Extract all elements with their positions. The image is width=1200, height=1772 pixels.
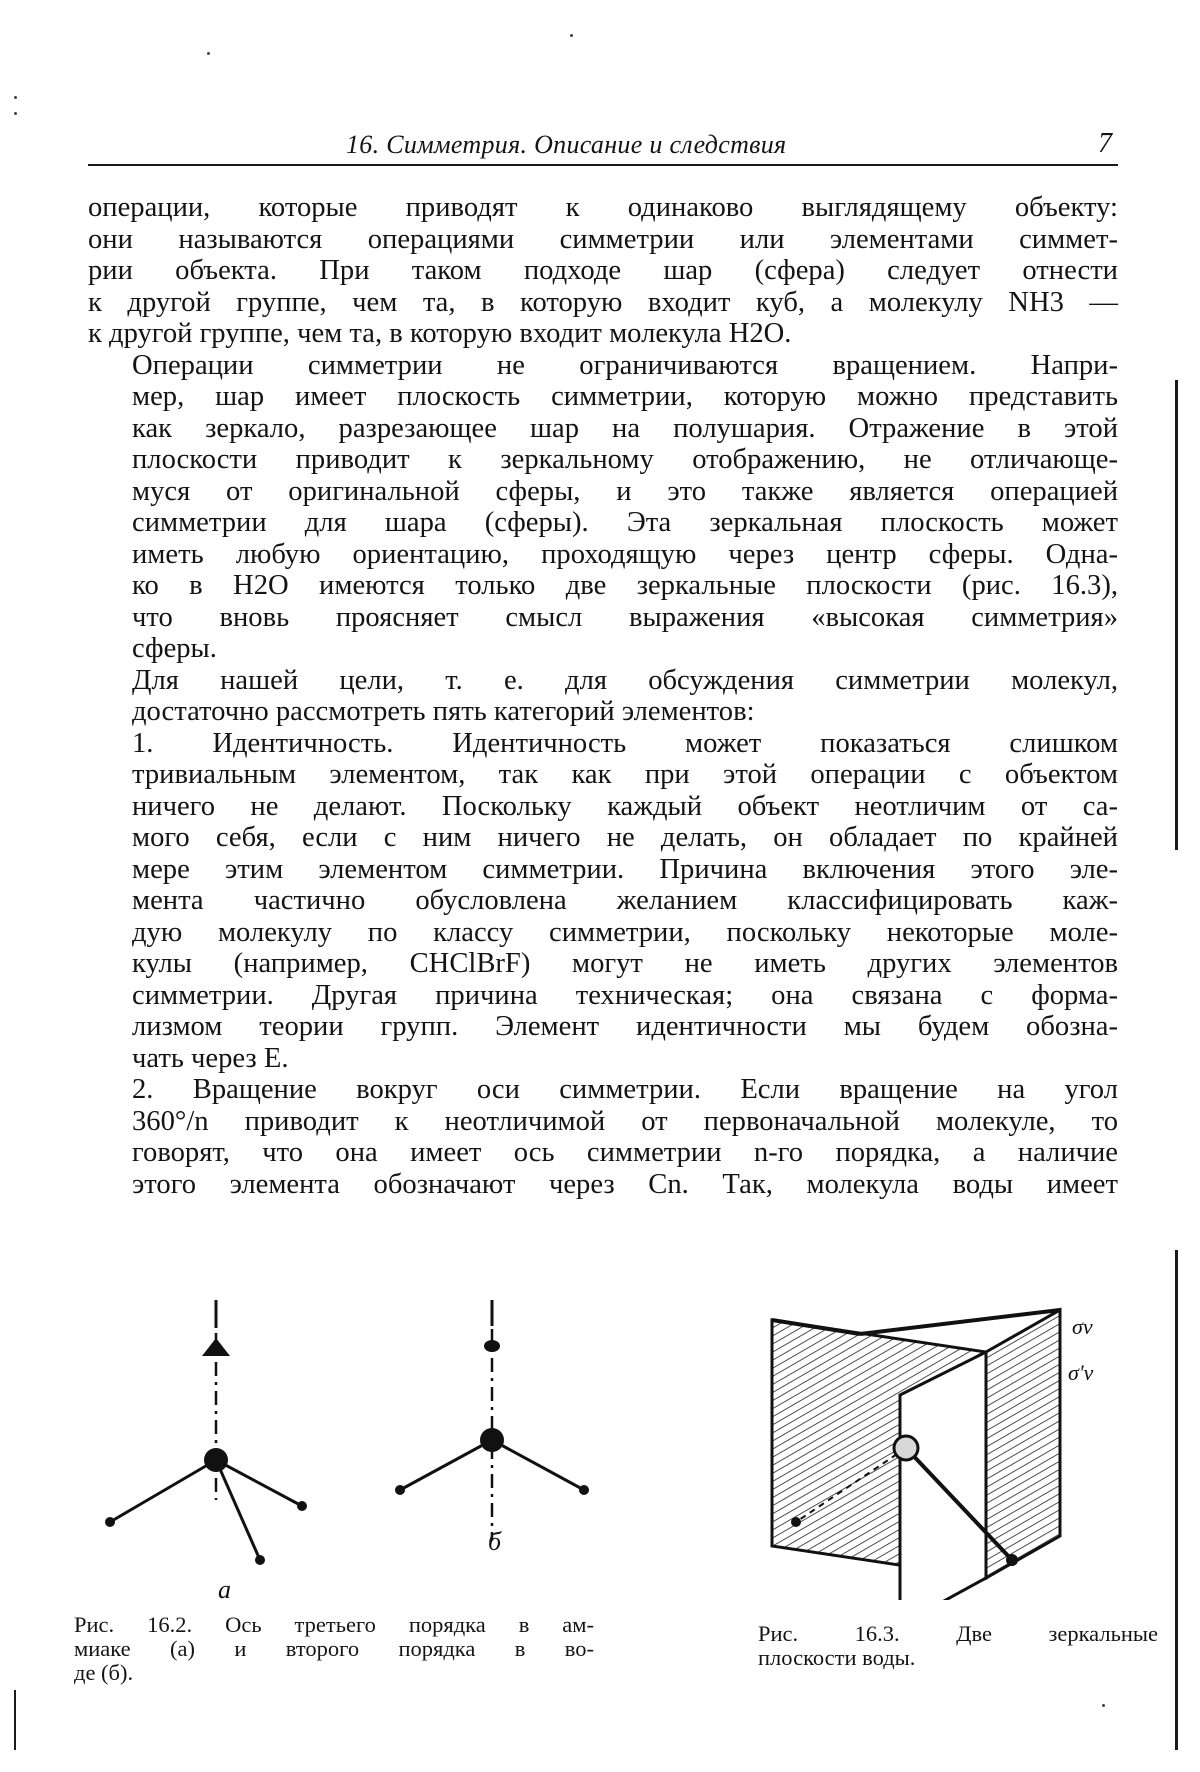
paragraph-identity [88, 728, 1118, 1075]
nh-bond [216, 1460, 302, 1506]
text-line: симметрии для шара (сферы). Эта зеркальная плоскость может [132, 507, 1118, 538]
text-line: иметь любую ориентацию, проходящую через центр сферы. Одна- [132, 538, 1118, 570]
oxygen-atom [894, 1436, 918, 1460]
oh-bond [492, 1440, 584, 1490]
text-line: 2. Вращение вокруг оси симметрии. Если вращение на угол [132, 1074, 1118, 1105]
figure-16-2-caption [74, 1613, 594, 1685]
text-line: к другой группе, чем та, в которую входит куб, а молекулу NH3 — [88, 286, 1118, 318]
scan-speck [570, 34, 573, 37]
page-header [88, 128, 1118, 166]
caption-line: Рис. 16.2. Ось третьего порядка в ам- [74, 1612, 594, 1637]
scan-speck [1102, 1704, 1105, 1707]
text-line: они называются операциями симметрии или элементами симмет- [88, 223, 1118, 255]
hydrogen-atom [395, 1485, 405, 1495]
label-sigma-v: σv [1072, 1314, 1093, 1339]
text-line: этого элемента обозначают через Cn. Так, молекула воды имеет [132, 1168, 1118, 1200]
text-line: мого себя, если с ним ничего не делать, он обладает по крайней [132, 822, 1118, 853]
caption-line: миаке (а) и второго порядка в во- [74, 1636, 594, 1661]
figure-16-2 [90, 1300, 610, 1600]
text-line: кулы (например, CHClBrF) могут не иметь других элементов [132, 948, 1118, 979]
label-a: а [218, 1575, 231, 1600]
text-line: к другой группе, чем та, в которую входит молекула H2O. [88, 318, 792, 349]
hydrogen-atom [1006, 1554, 1018, 1566]
text-line: 1. Идентичность. Идентичность может показаться слишком [132, 727, 1118, 759]
label-b: б [488, 1527, 502, 1556]
text-line: рии объекта. При таком подходе шар (сфера) следует отнести [88, 255, 1118, 286]
text-line: достаточно рассмотреть пять категорий элементов: [132, 696, 755, 727]
hydrogen-atom [255, 1555, 265, 1565]
scan-speck [14, 96, 17, 99]
c2-lens-marker [484, 1340, 500, 1352]
nh-bond [216, 1460, 260, 1560]
hydrogen-atom [297, 1501, 307, 1511]
text-line: ничего не делают. Поскольку каждый объект неотличим от са- [132, 790, 1118, 822]
ammonia-diagram [105, 1300, 307, 1565]
scan-margin-line [1175, 380, 1178, 850]
scan-speck [14, 112, 17, 115]
label-sigma-v-prime: σ'v [1068, 1360, 1094, 1385]
molecule-axes-diagram [90, 1300, 610, 1600]
text-line: мер, шар имеет плоскость симметрии, которую можно представить [132, 381, 1118, 412]
mirror-plane-sigma-v-back [986, 1310, 1060, 1578]
text-line: чать через E. [132, 1042, 289, 1074]
text-line: мента частично обусловлена желанием классифицировать каж- [132, 885, 1118, 916]
text-line: мере этим элементом симметрии. Причина включения этого эле- [132, 853, 1118, 885]
scan-margin-line [1175, 1250, 1178, 1750]
text-line: говорят, что она имеет ось симметрии n-го порядка, а наличие [132, 1137, 1118, 1168]
water-diagram [395, 1300, 589, 1540]
paragraph-2 [88, 350, 1118, 665]
text-line: Операции симметрии не ограничиваются вращением. Напри- [132, 349, 1118, 381]
text-line: что вновь проясняет смысл выражения «высокая симметрия» [132, 601, 1118, 633]
hydrogen-atom [579, 1485, 589, 1495]
scan-speck [207, 52, 210, 55]
text-line: лизмом теории групп. Элемент идентичности мы будем обозна- [132, 1011, 1118, 1042]
text-line: как зеркало, разрезающее шар на полушария. Отражение в этой [132, 412, 1118, 444]
text-line: сферы. [132, 633, 217, 664]
paragraph-3 [88, 665, 1118, 728]
mirror-plane-sigma-v-prime [900, 1352, 986, 1600]
page-number: 7 [1098, 128, 1112, 159]
main-text [88, 192, 1118, 1200]
mirror-planes-diagram [750, 1300, 1170, 1600]
caption-line: плоскости воды. [758, 1645, 916, 1670]
figure-16-3 [750, 1300, 1170, 1600]
figure-16-3-caption [758, 1622, 1158, 1670]
oh-bond [400, 1440, 492, 1490]
text-line: 360°/n приводит к неотличимой от первоначальной молекуле, то [132, 1105, 1118, 1137]
caption-line: Рис. 16.3. Две зеркальные [758, 1621, 1158, 1646]
text-line: тривиальным элементом, так как при этой операции с объектом [132, 759, 1118, 790]
text-line: дую молекулу по классу симметрии, поскольку некоторые моле- [132, 916, 1118, 948]
text-line: Для нашей цели, т. е. для обсуждения симметрии молекул, [132, 664, 1118, 696]
text-line: операции, которые приводят к одинаково выглядящему объекту: [88, 192, 1118, 223]
nh-bond [110, 1460, 216, 1522]
c3-triangle-marker [202, 1338, 230, 1356]
text-line: симметрии. Другая причина техническая; она связана с форма- [132, 979, 1118, 1011]
caption-line: де (б). [74, 1660, 134, 1685]
paragraph-1 [88, 192, 1118, 350]
hydrogen-atom [105, 1517, 115, 1527]
hydrogen-atom [791, 1517, 801, 1527]
text-line: плоскости приводит к зеркальному отображению, не отличающе- [132, 444, 1118, 475]
text-line: муся от оригинальной сферы, и это также является операцией [132, 475, 1118, 507]
paragraph-rotation [88, 1074, 1118, 1200]
text-line: ко в H2O имеются только две зеркальные плоскости (рис. 16.3), [132, 570, 1118, 601]
running-title: 16. Симметрия. Описание и следствия [346, 130, 787, 159]
scan-margin-line [14, 1690, 16, 1750]
